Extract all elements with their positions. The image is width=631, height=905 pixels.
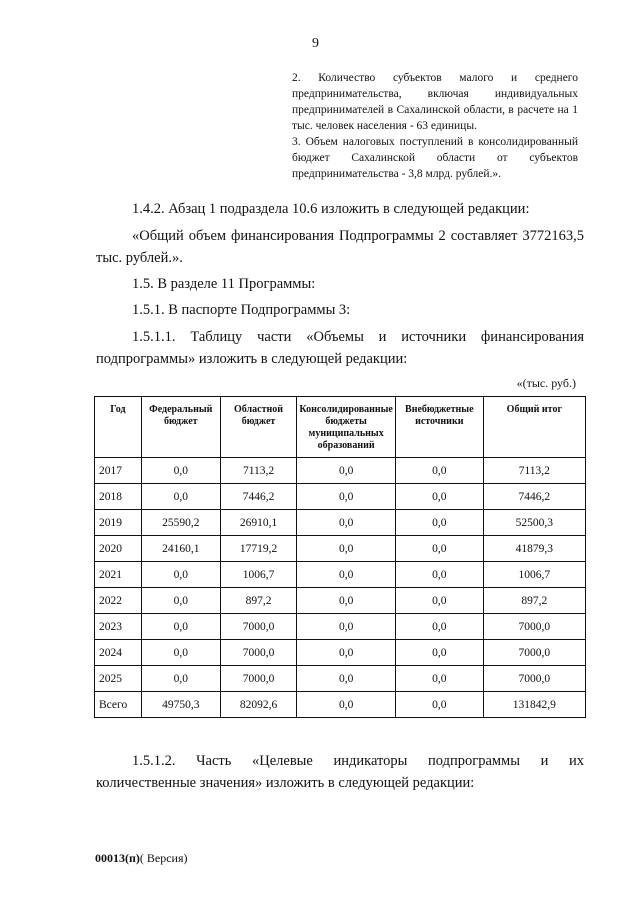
cell-regional: 7446,2: [220, 484, 297, 510]
cell-extrabudgetary: 0,0: [395, 614, 483, 640]
cell-regional: 1006,7: [220, 562, 297, 588]
table-row: [95, 640, 586, 666]
header-extrabudgetary: Внебюджетные источники: [395, 397, 483, 458]
cell-total: 1006,7: [483, 562, 585, 588]
cell-regional: 17719,2: [220, 536, 297, 562]
cell-extrabudgetary: 0,0: [395, 458, 483, 484]
header-federal: Федеральный бюджет: [141, 397, 220, 458]
cell-extrabudgetary: 0,0: [395, 588, 483, 614]
cell-federal: 0,0: [141, 640, 220, 666]
cell-total: 41879,3: [483, 536, 585, 562]
page-number: 9: [312, 36, 319, 51]
cell-year: 2023: [95, 614, 142, 640]
header-municipal: Консолидированные бюджеты муниципальных образований: [297, 397, 396, 458]
cell-extrabudgetary: 0,0: [395, 562, 483, 588]
cell-municipal: 0,0: [297, 588, 396, 614]
cell-year: 2017: [95, 458, 142, 484]
cell-year: 2018: [95, 484, 142, 510]
cell-municipal: 0,0: [297, 458, 396, 484]
cell-extrabudgetary: 0,0: [395, 692, 483, 718]
cell-total: 7113,2: [483, 458, 585, 484]
cell-extrabudgetary: 0,0: [395, 510, 483, 536]
paragraph-1-5: 1.5. В разделе 11 Программы:: [132, 276, 316, 292]
paragraph-1-5-1: 1.5.1. В паспорте Подпрограммы 3:: [132, 302, 351, 318]
cell-regional: 7000,0: [220, 640, 297, 666]
cell-year: 2021: [95, 562, 142, 588]
cell-municipal: 0,0: [297, 510, 396, 536]
table-row: [95, 666, 586, 692]
header-total: Общий итог: [483, 397, 585, 458]
cell-total: 52500,3: [483, 510, 585, 536]
cell-total: 131842,9: [483, 692, 585, 718]
cell-total: 7000,0: [483, 666, 585, 692]
cell-federal: 25590,2: [141, 510, 220, 536]
cell-regional: 82092,6: [220, 692, 297, 718]
document-version: ( Версия): [139, 851, 188, 865]
cell-year: 2024: [95, 640, 142, 666]
cell-total: 7000,0: [483, 640, 585, 666]
cell-total: 897,2: [483, 588, 585, 614]
paragraph-1-5-1-2: 1.5.1.2. Часть «Целевые индикаторы подпрограммы и их количественные значения» изложить в следующей редакции:: [96, 753, 584, 791]
cell-total: 7000,0: [483, 614, 585, 640]
cell-federal: 49750,3: [141, 692, 220, 718]
cell-federal: 0,0: [141, 484, 220, 510]
document-code: 00013(п): [95, 851, 140, 865]
cell-federal: 0,0: [141, 562, 220, 588]
paragraph-financing-quote: «Общий объем финансирования Подпрограммы 2 составляет 3772163,5 тыс. рублей.».: [96, 228, 584, 266]
cell-federal: 0,0: [141, 614, 220, 640]
table-total-row: [95, 692, 586, 718]
cell-federal: 0,0: [141, 588, 220, 614]
cell-year: 2020: [95, 536, 142, 562]
cell-federal: 0,0: [141, 458, 220, 484]
excerpt-item: 2. Количество субъектов малого и среднего предпринимательства, включая индивидуальных предпринимателей в Сахалинской области, в расчете на 1 тыс. человек населения - 63 единицы.: [292, 72, 578, 132]
cell-year: 2025: [95, 666, 142, 692]
table-row: [95, 484, 586, 510]
cell-extrabudgetary: 0,0: [395, 484, 483, 510]
cell-municipal: 0,0: [297, 640, 396, 666]
cell-extrabudgetary: 0,0: [395, 666, 483, 692]
cell-federal: 24160,1: [141, 536, 220, 562]
excerpt-item: 3. Объем налоговых поступлений в консолидированный бюджет Сахалинской области от субъектов предпринимательства - 3,8 млрд. рублей.».: [292, 136, 578, 180]
cell-regional: 7113,2: [220, 458, 297, 484]
cell-municipal: 0,0: [297, 484, 396, 510]
cell-federal: 0,0: [141, 666, 220, 692]
table-row: [95, 458, 586, 484]
cell-year: 2022: [95, 588, 142, 614]
cell-total: 7446,2: [483, 484, 585, 510]
cell-extrabudgetary: 0,0: [395, 640, 483, 666]
table-row: [95, 510, 586, 536]
cell-regional: 7000,0: [220, 666, 297, 692]
cell-municipal: 0,0: [297, 614, 396, 640]
cell-municipal: 0,0: [297, 666, 396, 692]
cell-regional: 897,2: [220, 588, 297, 614]
cell-year: 2019: [95, 510, 142, 536]
cell-municipal: 0,0: [297, 536, 396, 562]
document-footer: [95, 851, 188, 866]
table-row: [95, 536, 586, 562]
cell-municipal: 0,0: [297, 562, 396, 588]
quoted-excerpt: [292, 70, 578, 182]
cell-year: Всего: [95, 692, 142, 718]
table-row: [95, 588, 586, 614]
paragraph-1-5-1-1: 1.5.1.1. Таблицу части «Объемы и источники финансирования подпрограммы» изложить в следующей редакции:: [96, 329, 584, 367]
paragraph-1-4-2: 1.4.2. Абзац 1 подраздела 10.6 изложить в следующей редакции:: [132, 201, 530, 217]
header-year: Год: [95, 397, 142, 458]
table-header-row: [95, 397, 586, 458]
table-row: [95, 562, 586, 588]
table-row: [95, 614, 586, 640]
cell-regional: 26910,1: [220, 510, 297, 536]
header-regional: Областной бюджет: [220, 397, 297, 458]
unit-note: «(тыс. руб.): [516, 376, 576, 390]
cell-municipal: 0,0: [297, 692, 396, 718]
cell-extrabudgetary: 0,0: [395, 536, 483, 562]
cell-regional: 7000,0: [220, 614, 297, 640]
financing-table: [94, 396, 586, 718]
